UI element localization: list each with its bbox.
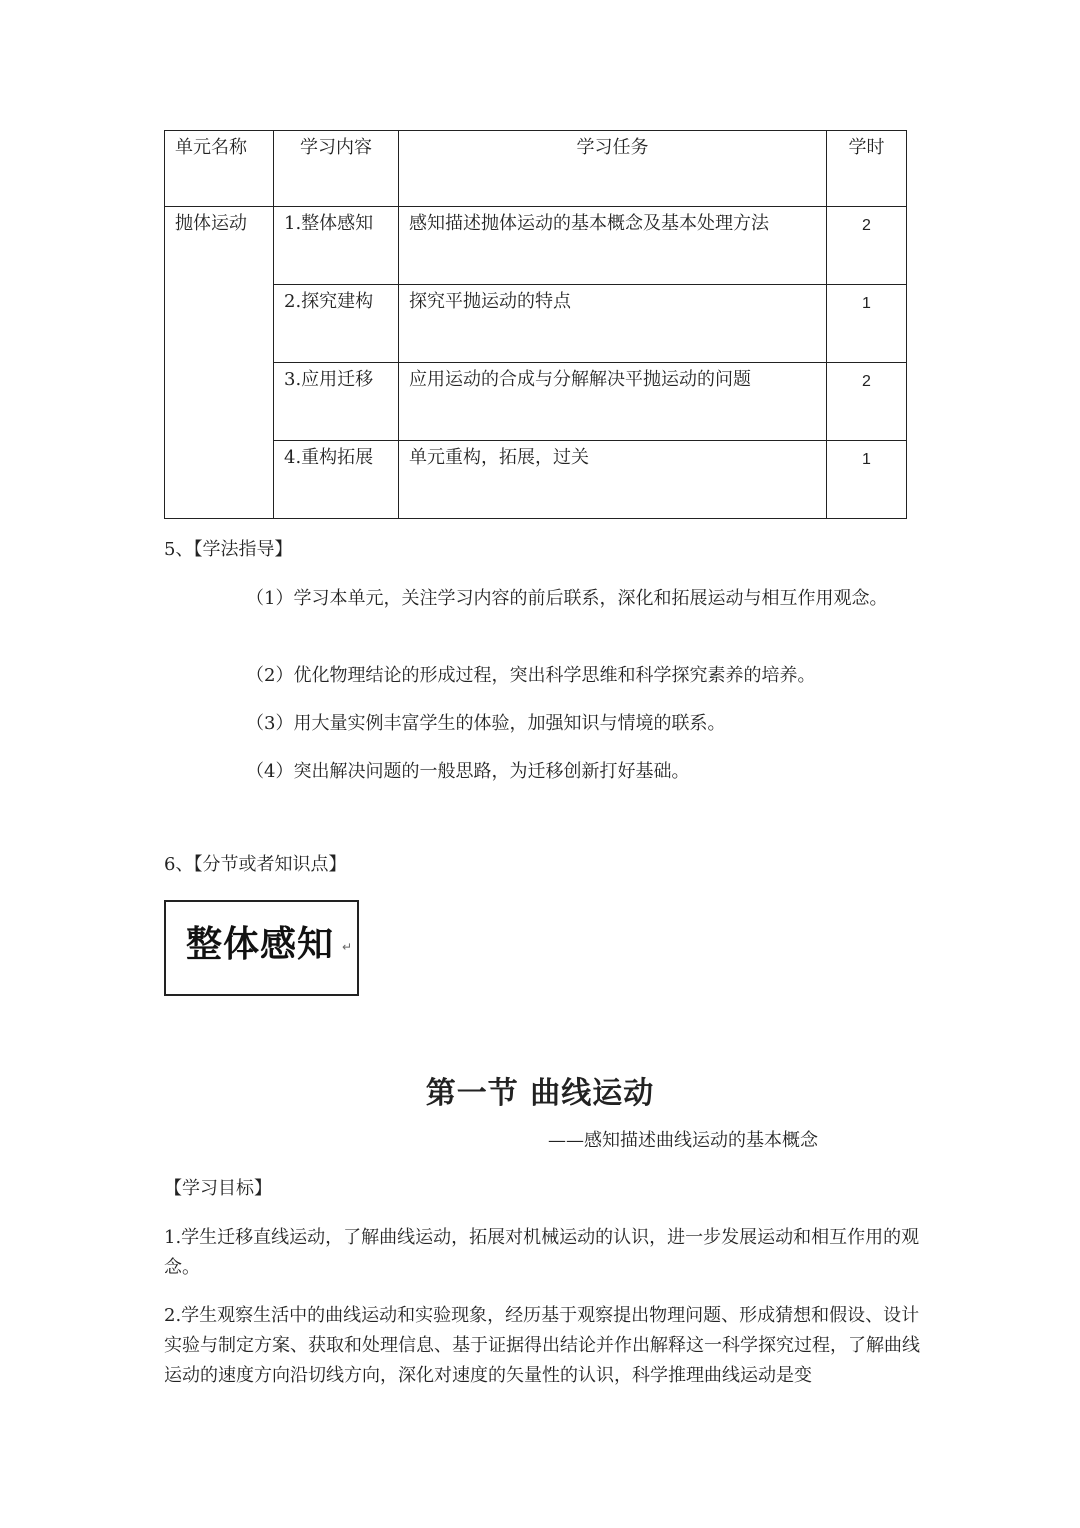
learning-goal-1: 1.学生迁移直线运动，了解曲线运动，拓展对机械运动的认识，进一步发展运动和相互作用的观念。: [164, 1227, 920, 1278]
guidance-item-4: （4）突出解决问题的一般思路，为迁移创新打好基础。: [246, 761, 690, 782]
hours-cell: 1: [827, 285, 907, 363]
header-unit-name: 单元名称: [165, 131, 274, 207]
unit-name-cell: 抛体运动: [165, 207, 274, 519]
guidance-item-2: （2）优化物理结论的形成过程，突出科学思维和科学探究素养的培养。: [246, 665, 816, 686]
header-content: 学习内容: [274, 131, 399, 207]
hours-cell: 2: [827, 363, 907, 441]
guidance-item-3: （3）用大量实例丰富学生的体验，加强知识与情境的联系。: [246, 713, 726, 734]
table-row: [165, 207, 907, 285]
task-cell: 单元重构，拓展，过关: [399, 441, 827, 519]
lesson-subtitle: ——感知描述曲线运动的基本概念: [548, 1130, 818, 1151]
unit-plan-table: [164, 130, 907, 519]
section-5-heading: 5、【学法指导】: [164, 539, 293, 560]
guidance-item-1: （1）学习本单元，关注学习内容的前后联系，深化和拓展运动与相互作用观念。: [246, 588, 888, 609]
lesson-title: 第一节 曲线运动: [425, 1076, 655, 1111]
table-header-row: [165, 131, 907, 207]
knowledge-point-box: [164, 900, 359, 996]
content-cell: 1.整体感知: [274, 207, 399, 285]
paragraph-return-mark: ↵: [342, 940, 353, 954]
table-row: [165, 363, 907, 441]
hours-cell: 1: [827, 441, 907, 519]
header-hours: 学时: [827, 131, 907, 207]
content-cell: 2.探究建构: [274, 285, 399, 363]
table-row: [165, 441, 907, 519]
table-row: [165, 285, 907, 363]
section-6-heading: 6、【分节或者知识点】: [164, 854, 347, 875]
knowledge-point-label: 整体感知: [186, 924, 335, 965]
content-cell: 4.重构拓展: [274, 441, 399, 519]
header-task: 学习任务: [399, 131, 827, 207]
content-cell: 3.应用迁移: [274, 363, 399, 441]
learning-goals-heading: 【学习目标】: [164, 1178, 272, 1199]
learning-goal-2: 2.学生观察生活中的曲线运动和实验现象，经历基于观察提出物理问题、形成猜想和假设、设计实验与制定方案、获取和处理信息、基于证据得出结论并作出解释这一科学探究过程，了解曲线运动的速度方向沿切线方向，深化对速度的矢量性的认识，科学推理曲线运动是变: [164, 1305, 920, 1386]
task-cell: 感知描述抛体运动的基本概念及基本处理方法: [399, 207, 827, 285]
hours-cell: 2: [827, 207, 907, 285]
task-cell: 探究平抛运动的特点: [399, 285, 827, 363]
task-cell: 应用运动的合成与分解解决平抛运动的问题: [399, 363, 827, 441]
